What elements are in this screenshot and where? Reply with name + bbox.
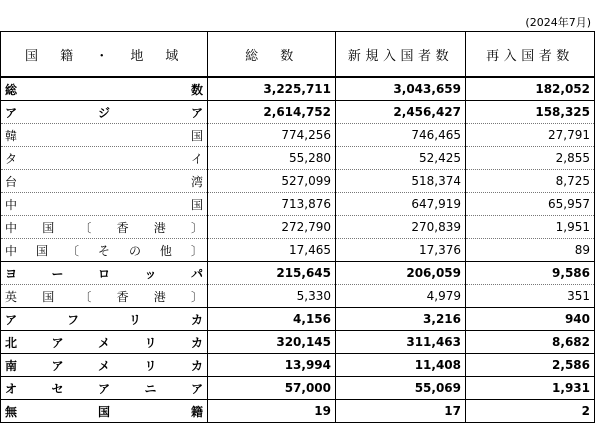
cell-re-entry: 89: [466, 239, 595, 262]
table-row: [1, 308, 595, 331]
row-label-char: 中: [5, 243, 18, 258]
header-re-entry: 再入国者数: [466, 32, 595, 78]
row-label-char: そ: [97, 243, 110, 258]
table-row: [1, 354, 595, 377]
row-label-char: ッ: [144, 266, 157, 281]
cell-new-entry: 17,376: [336, 239, 466, 262]
cell-re-entry: 1,931: [466, 377, 595, 400]
cell-total: 272,790: [208, 216, 336, 239]
cell-re-entry: 2,586: [466, 354, 595, 377]
table-row: [1, 193, 595, 216]
cell-new-entry: 647,919: [336, 193, 466, 216]
row-label-char: 〔: [66, 243, 79, 258]
cell-re-entry: 2: [466, 400, 595, 423]
table-row: [1, 124, 595, 147]
cell-re-entry: 9,586: [466, 262, 595, 285]
row-label: [1, 331, 208, 354]
cell-total: 4,156: [208, 308, 336, 331]
row-label: [1, 124, 208, 147]
row-label: [1, 377, 208, 400]
row-label-char: フ: [66, 312, 79, 327]
header-row: [1, 32, 595, 78]
cell-new-entry: 311,463: [336, 331, 466, 354]
row-label-char: 国: [42, 289, 55, 304]
table-row: [1, 400, 595, 423]
row-label-char: セ: [51, 381, 64, 396]
table-row: [1, 147, 595, 170]
cell-total: 713,876: [208, 193, 336, 216]
cell-new-entry: 55,069: [336, 377, 466, 400]
cell-re-entry: 65,957: [466, 193, 595, 216]
cell-re-entry: 182,052: [466, 77, 595, 101]
row-label-char: ア: [5, 312, 18, 327]
cell-re-entry: 8,725: [466, 170, 595, 193]
cell-re-entry: 351: [466, 285, 595, 308]
row-label-char: ア: [190, 381, 203, 396]
cell-new-entry: 270,839: [336, 216, 466, 239]
cell-new-entry: 3,216: [336, 308, 466, 331]
row-label-char: 湾: [190, 174, 203, 189]
table-row: [1, 170, 595, 193]
row-label-char: の: [128, 243, 141, 258]
cell-total: 774,256: [208, 124, 336, 147]
row-label-char: ア: [51, 358, 64, 373]
table-row: [1, 377, 595, 400]
row-label: [1, 400, 208, 423]
row-label-char: 南: [5, 358, 18, 373]
row-label: [1, 216, 208, 239]
cell-new-entry: 206,059: [336, 262, 466, 285]
row-label-char: 国: [190, 197, 203, 212]
row-label-char: ア: [190, 105, 203, 120]
row-label-char: イ: [190, 151, 203, 166]
row-label: [1, 77, 208, 101]
cell-new-entry: 11,408: [336, 354, 466, 377]
row-label-char: 籍: [190, 404, 203, 419]
row-label-char: 香: [116, 289, 129, 304]
row-label-char: リ: [128, 312, 141, 327]
header-nationality: 国 籍 ・ 地 域: [1, 32, 208, 78]
row-label-char: カ: [190, 358, 203, 373]
row-label-char: ロ: [97, 266, 110, 281]
row-label-char: ア: [97, 381, 110, 396]
cell-re-entry: 158,325: [466, 101, 595, 124]
row-label-char: リ: [144, 358, 157, 373]
cell-total: 55,280: [208, 147, 336, 170]
row-label-char: パ: [190, 266, 203, 281]
row-label-char: 無: [5, 404, 18, 419]
cell-total: 13,994: [208, 354, 336, 377]
cell-new-entry: 3,043,659: [336, 77, 466, 101]
row-label-char: カ: [190, 335, 203, 350]
row-label-char: 〔: [79, 289, 92, 304]
row-label: [1, 262, 208, 285]
row-label: [1, 354, 208, 377]
row-label-char: ヨ: [5, 266, 18, 281]
row-label-char: オ: [5, 381, 18, 396]
date-note: (2024年7月): [525, 16, 591, 29]
cell-total: 3,225,711: [208, 77, 336, 101]
cell-new-entry: 52,425: [336, 147, 466, 170]
table-row: [1, 101, 595, 124]
row-label-char: 数: [190, 82, 203, 97]
row-label-char: 中: [5, 197, 18, 212]
row-label-char: 総: [5, 82, 18, 97]
row-label-char: ア: [5, 105, 18, 120]
row-label-char: 〕: [190, 243, 203, 258]
cell-re-entry: 8,682: [466, 331, 595, 354]
cell-total: 57,000: [208, 377, 336, 400]
cell-new-entry: 518,374: [336, 170, 466, 193]
row-label-char: 国: [35, 243, 48, 258]
row-label-char: タ: [5, 151, 18, 166]
row-label-char: 台: [5, 174, 18, 189]
row-label-char: リ: [144, 335, 157, 350]
row-label-char: 他: [159, 243, 172, 258]
row-label-char: 港: [153, 289, 166, 304]
cell-total: 320,145: [208, 331, 336, 354]
row-label: [1, 193, 208, 216]
cell-re-entry: 1,951: [466, 216, 595, 239]
row-label: [1, 239, 208, 262]
cell-re-entry: 27,791: [466, 124, 595, 147]
header-new-entry: 新規入国者数: [336, 32, 466, 78]
table-row: [1, 262, 595, 285]
row-label-char: 港: [153, 220, 166, 235]
cell-new-entry: 746,465: [336, 124, 466, 147]
row-label: [1, 285, 208, 308]
row-label-char: 〕: [190, 289, 203, 304]
cell-total: 527,099: [208, 170, 336, 193]
cell-new-entry: 2,456,427: [336, 101, 466, 124]
cell-total: 19: [208, 400, 336, 423]
cell-total: 215,645: [208, 262, 336, 285]
cell-re-entry: 2,855: [466, 147, 595, 170]
row-label: [1, 170, 208, 193]
row-label-char: メ: [97, 358, 110, 373]
table-row: [1, 285, 595, 308]
header-total: 総 数: [208, 32, 336, 78]
cell-total: 17,465: [208, 239, 336, 262]
row-label-char: 韓: [5, 128, 18, 143]
cell-total: 5,330: [208, 285, 336, 308]
table-row: [1, 239, 595, 262]
row-label-char: 〔: [79, 220, 92, 235]
table-row: [1, 77, 595, 101]
row-label-char: 北: [5, 335, 18, 350]
row-label: [1, 101, 208, 124]
row-label-char: メ: [97, 335, 110, 350]
row-label-char: 〕: [190, 220, 203, 235]
row-label-char: 中: [5, 220, 18, 235]
row-label-char: 香: [116, 220, 129, 235]
row-label-char: カ: [190, 312, 203, 327]
statistics-table: [0, 31, 595, 423]
cell-new-entry: 17: [336, 400, 466, 423]
row-label-char: 国: [97, 404, 110, 419]
row-label-char: ア: [51, 335, 64, 350]
table-row: [1, 331, 595, 354]
row-label-char: 英: [5, 289, 18, 304]
row-label-char: ー: [51, 266, 64, 281]
table-body: [1, 77, 595, 423]
row-label-char: ジ: [97, 105, 110, 120]
row-label-char: 国: [42, 220, 55, 235]
row-label-char: ニ: [144, 381, 157, 396]
cell-total: 2,614,752: [208, 101, 336, 124]
cell-new-entry: 4,979: [336, 285, 466, 308]
row-label: [1, 147, 208, 170]
cell-re-entry: 940: [466, 308, 595, 331]
row-label-char: 国: [190, 128, 203, 143]
table-row: [1, 216, 595, 239]
row-label: [1, 308, 208, 331]
